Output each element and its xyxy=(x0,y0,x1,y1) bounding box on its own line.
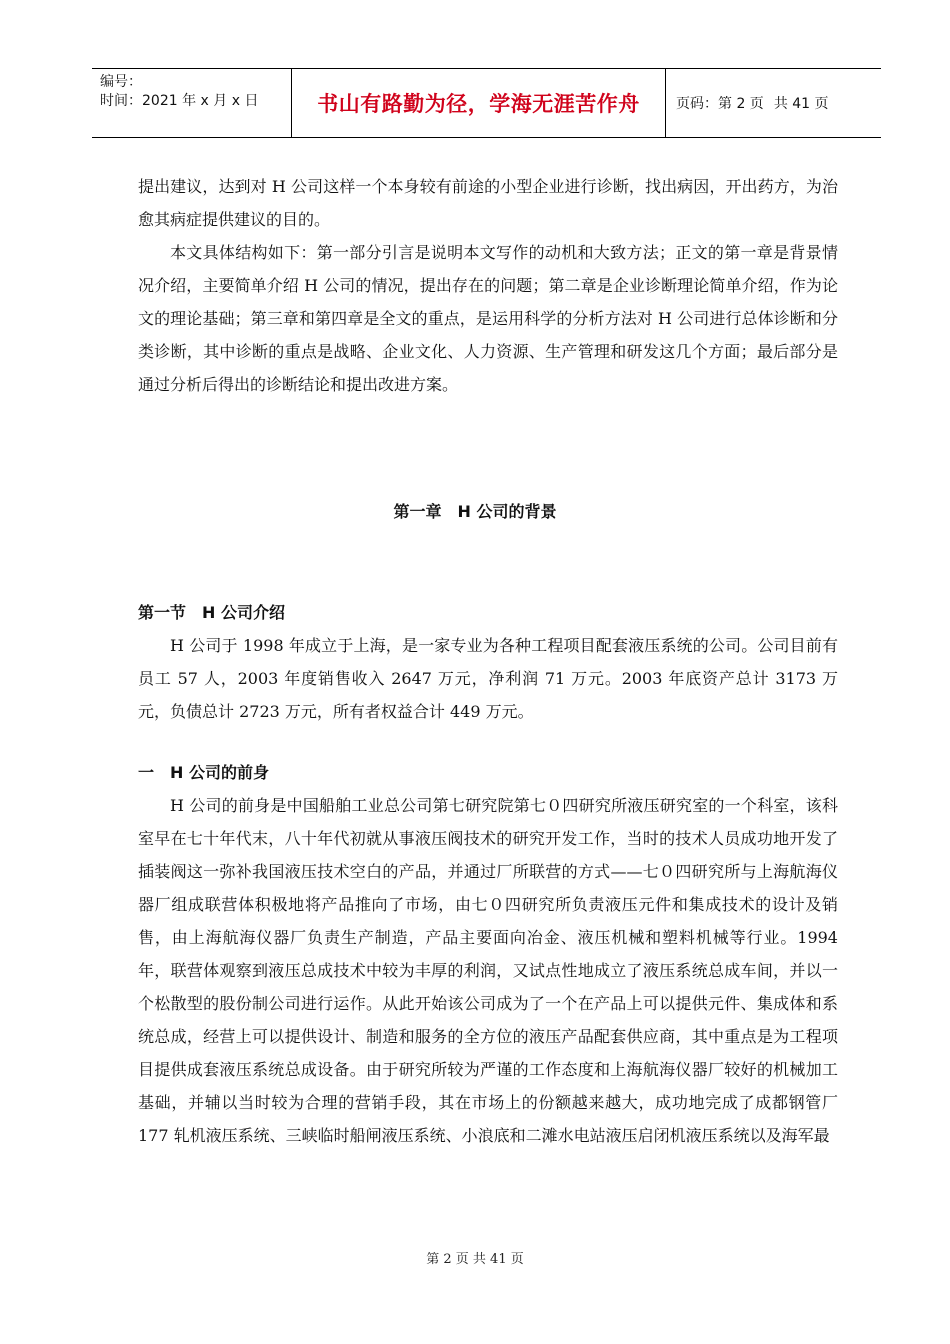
header-page-total: 共 41 页 xyxy=(773,96,829,112)
header-motto: 书山有路勤为径，学海无涯苦作舟 xyxy=(292,69,666,137)
header-page-current: 页码：第 2 页 xyxy=(676,96,764,112)
page-footer: 第 2 页 共 41 页 xyxy=(426,1252,524,1267)
chapter-title: 第一章 H 公司的背景 xyxy=(393,502,557,521)
paragraph-company-intro: H 公司于 1998 年成立于上海，是一家专业为各种工程项目配套液压系统的公司。公司目前有员工 57 人，2003 年度销售收入 2647 万元，净利润 71 万元。2003 年底资产总计 3173 万元，负债总计 2723 万元，所有者权益合计 449 万元。 xyxy=(138,636,838,721)
header-time-label: 时间：2021 年 x 月 x 日 xyxy=(100,93,259,109)
section-title: 第一节 H 公司介绍 xyxy=(138,603,285,622)
header-meta xyxy=(92,69,292,137)
paragraph-company-history: H 公司的前身是中国船舶工业总公司第七研究院第七０四研究所液压研究室的一个科室，该科室早在七十年代末，八十年代初就从事液压阀技术的研究开发工作，当时的技术人员成功地开发了插装阀这一弥补我国液压技术空白的产品，并通过厂所联营的方式——七０四研究所与上海航海仪器厂组成联营体积极地将产品推向了市场，由七０四研究所负责液压元件和集成技术的设计及销售，由上海航海仪器厂负责生产制造，产品主要面向冶金、液压机械和塑料机械等行业。1994 年，联营体观察到液压总成技术中较为丰厚的利润，又试点性地成立了液压系统总成车间，并以一个松散型的股份制公司进行运作。从此开始该公司成为了一个在产品上可以提供元件、集成体和系统总成，经营上可以提供设计、制造和服务的全方位的液压产品配套供应商，其中重点是为工程项目提供成套液压系统总成设备。由于研究所较为严谨的工作态度和上海航海仪器厂较好的机械加工基础，并辅以当时较为合理的营销手段，其在市场上的份额越来越大，成功地完成了成都钢管厂 177 轧机液压系统、三峡临时船闸液压系统、小浪底和二滩水电站液压启闭机液压系统以及海军最 xyxy=(138,796,838,1145)
header-page-info xyxy=(666,69,881,137)
document-body xyxy=(138,170,838,401)
subsection-title: 一 H 公司的前身 xyxy=(138,763,269,782)
page-header xyxy=(92,68,881,138)
section-body xyxy=(138,596,838,1152)
paragraph-structure: 本文具体结构如下：第一部分引言是说明本文写作的动机和大致方法；正文的第一章是背景情况介绍，主要简单介绍 H 公司的情况，提出存在的问题；第二章是企业诊断理论简单介绍，作为论文的理论基础；第三章和第四章是全文的重点，是运用科学的分析方法对 H 公司进行总体诊断和分类诊断，其中诊断的重点是战略、企业文化、人力资源、生产管理和研发这几个方面；最后部分是通过分析后得出的诊断结论和提出改进方案。 xyxy=(138,243,838,394)
header-number-label: 编号： xyxy=(100,74,142,90)
paragraph-intro-continuation: 提出建议，达到对 H 公司这样一个本身较有前途的小型企业进行诊断，找出病因，开出药方，为治愈其病症提供建议的目的。 xyxy=(138,177,838,229)
